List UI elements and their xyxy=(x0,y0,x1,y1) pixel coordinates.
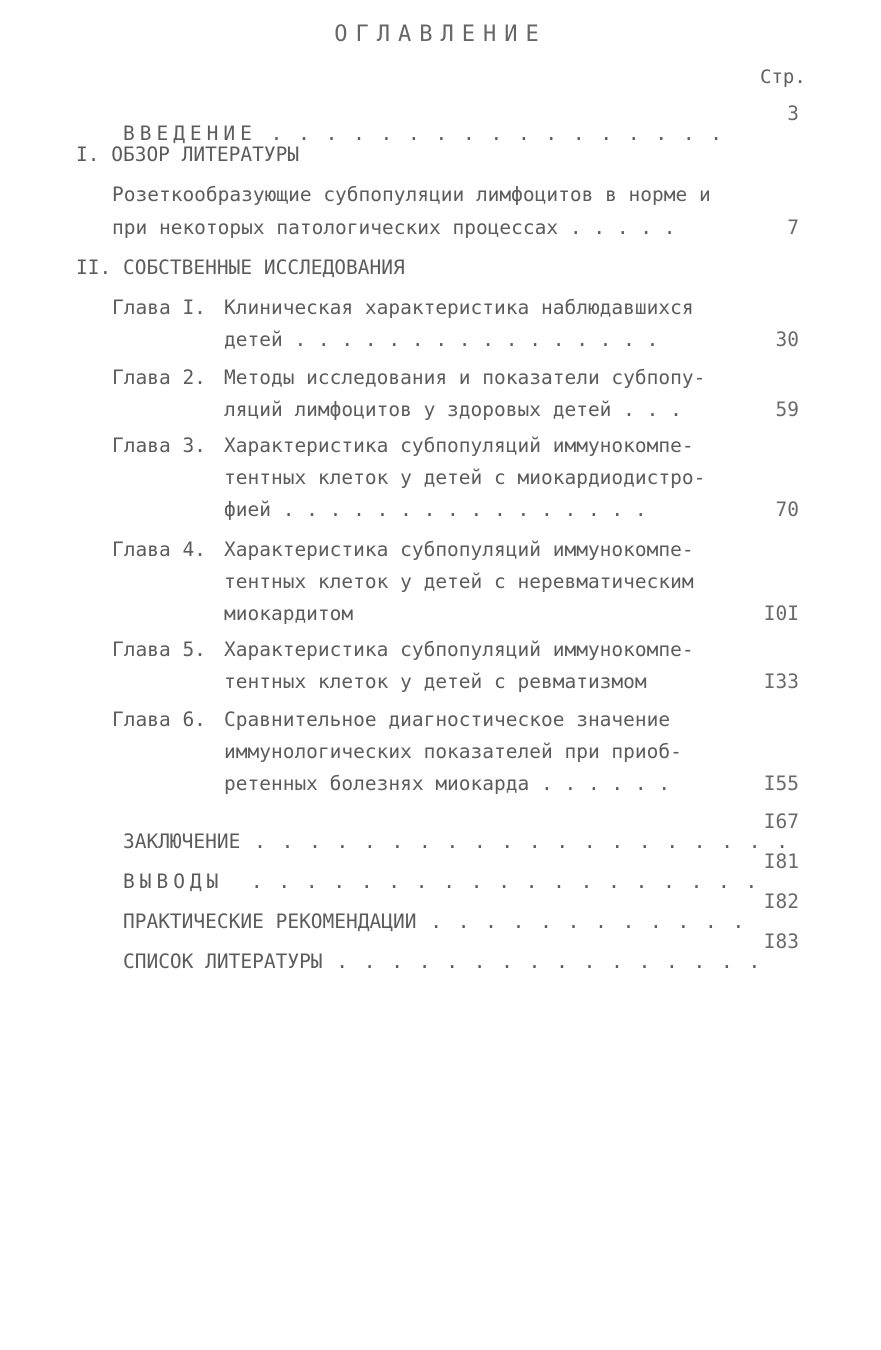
chapter-label: Глава 2. xyxy=(112,366,206,389)
toc-page-number: 7 xyxy=(787,216,799,239)
toc-entry-line: ретенных болезнях миокарда . . . . . . xyxy=(224,772,671,795)
toc-entry-label: ПРАКТИЧЕСКИЕ РЕКОМЕНДАЦИИ xyxy=(122,909,417,933)
toc-page-number: 30 xyxy=(775,328,799,351)
toc-page-number: I33 xyxy=(763,670,799,693)
leader-dots: . . . . . . . . . . . . xyxy=(416,909,747,933)
chapter-label: Глава 3. xyxy=(112,434,206,457)
toc-entry-label: ЗАКЛЮЧЕНИЕ xyxy=(122,829,241,853)
leader-dots: . . . . . . . . . . . . . . . . . xyxy=(256,121,725,145)
toc-title: ОГЛАВЛЕНИЕ xyxy=(334,22,547,47)
toc-page-number: I0I xyxy=(763,602,799,625)
toc-entry-line: тентных клеток у детей с неревматическим xyxy=(224,570,694,593)
toc-entry-line: тентных клеток у детей с миокардиодистро- xyxy=(224,466,706,489)
chapter-label: Глава 5. xyxy=(112,638,206,661)
toc-entry-line: детей . . . . . . . . . . . . . . . . xyxy=(224,328,659,351)
toc-entry-line: при некоторых патологических процессах . . . . . xyxy=(112,216,676,239)
toc-page-number: I83 xyxy=(763,930,799,953)
toc-entry-line: Методы исследования и показатели субпопу- xyxy=(224,366,706,389)
toc-page-number: 70 xyxy=(775,498,799,521)
toc-entry-line: тентных клеток у детей с ревматизмом xyxy=(224,670,647,693)
toc-page-number: 59 xyxy=(775,398,799,421)
toc-entry-intro-label: ВВЕДЕНИЕ xyxy=(122,121,257,145)
leader-dots: . . . . . . . . . . . . . . . . . . . xyxy=(223,869,760,893)
toc-entry-line: иммунологических показателей при приоб- xyxy=(224,740,682,763)
toc-entry-line: Клиническая характеристика наблюдавшихся xyxy=(224,296,694,319)
chapter-label: Глава 4. xyxy=(112,538,206,561)
chapter-label: Глава I. xyxy=(112,296,206,319)
toc-entry-references xyxy=(76,932,762,991)
toc-entry-line: миокардитом xyxy=(224,602,354,625)
toc-page-number: I82 xyxy=(763,890,799,913)
toc-part-heading: I. ОБЗОР ЛИТЕРАТУРЫ xyxy=(76,143,300,166)
chapter-label: Глава 6. xyxy=(112,708,206,731)
toc-part-heading: II. СОБСТВЕННЫЕ ИССЛЕДОВАНИЯ xyxy=(76,256,405,279)
leader-dots: . . . . . . . . . . . . . . . . . . . . xyxy=(240,829,790,853)
toc-page-number: I55 xyxy=(763,772,799,795)
toc-entry-line: Сравнительное диагностическое значение xyxy=(224,708,671,731)
toc-entry-line: Характеристика субпопуляций иммунокомпе- xyxy=(224,638,694,661)
toc-entry-line: Характеристика субпопуляций иммунокомпе- xyxy=(224,434,694,457)
toc-entry-label: ВЫВОДЫ xyxy=(122,869,224,893)
toc-entry-line: фией . . . . . . . . . . . . . . . . xyxy=(224,498,647,521)
page-column-header: Стр. xyxy=(760,66,806,88)
toc-entry-line: ляций лимфоцитов у здоровых детей . . . xyxy=(224,398,682,421)
toc-page-number: 3 xyxy=(787,102,799,125)
leader-dots: . . . . . . . . . . . . . . . . xyxy=(322,949,763,973)
toc-entry-label: СПИСОК ЛИТЕРАТУРЫ xyxy=(122,949,323,973)
toc-page-number: I81 xyxy=(763,850,799,873)
toc-entry-line: Розеткообразующие субпопуляции лимфоцитов в норме и xyxy=(112,183,711,206)
toc-entry-line: Характеристика субпопуляций иммунокомпе- xyxy=(224,538,694,561)
toc-page-number: I67 xyxy=(763,810,799,833)
